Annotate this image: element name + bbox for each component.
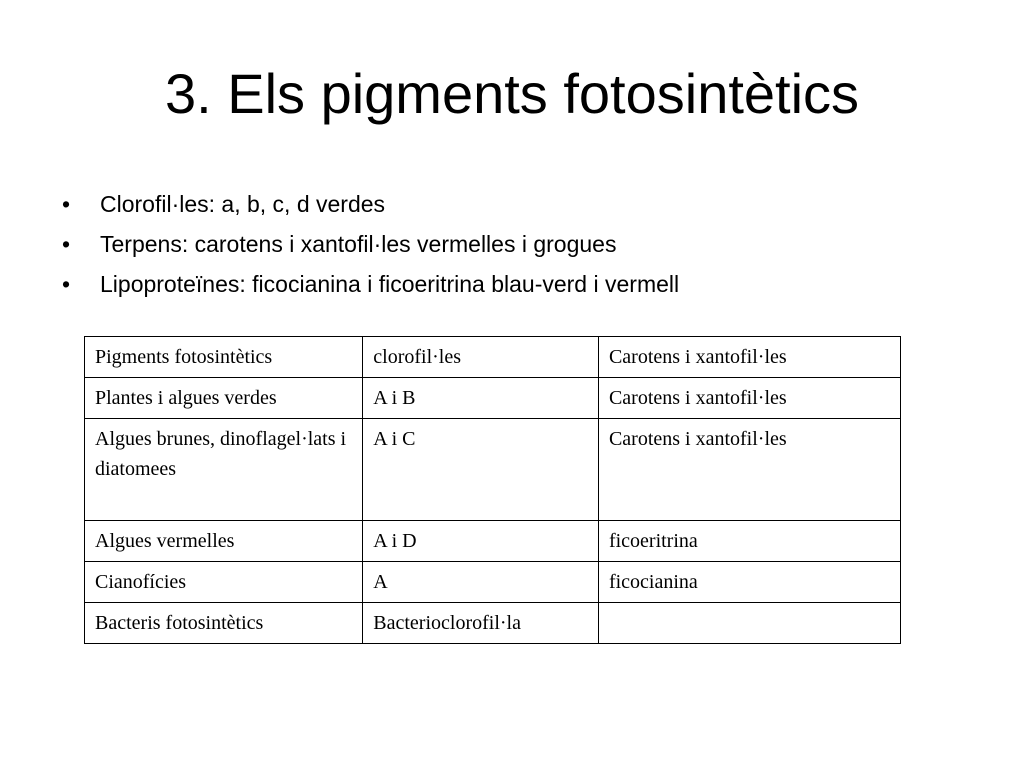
table-cell: Bacterioclorofil·la	[363, 603, 599, 644]
table-cell: Plantes i algues verdes	[85, 378, 363, 419]
table-row	[85, 378, 901, 419]
bullet-item	[62, 264, 679, 304]
table-cell: A i C	[363, 419, 599, 521]
table-cell: clorofil·les	[363, 337, 599, 378]
bullet-marker: •	[62, 191, 71, 217]
bullet-item	[62, 224, 679, 264]
table-cell: Carotens i xantofil·les	[598, 378, 900, 419]
table-cell: Algues vermelles	[85, 521, 363, 562]
table-cell: Pigments fotosintètics	[85, 337, 363, 378]
table-cell: Carotens i xantofil·les	[598, 419, 900, 521]
bullet-marker: •	[62, 271, 71, 297]
table-cell: Carotens i xantofil·les	[598, 337, 900, 378]
bullet-marker: •	[62, 231, 71, 257]
bullet-text: Lipoproteïnes: ficocianina i ficoeritrina blau-verd i vermell	[100, 271, 680, 297]
table-row	[85, 562, 901, 603]
table-row	[85, 337, 901, 378]
table-row	[85, 603, 901, 644]
table-cell: Cianofícies	[85, 562, 363, 603]
table-cell: Bacteris fotosintètics	[85, 603, 363, 644]
bullet-item	[62, 184, 679, 224]
table-cell	[598, 603, 900, 644]
bullet-text: Clorofil·les: a, b, c, d verdes	[100, 191, 386, 217]
bullet-text: Terpens: carotens i xantofil·les vermelles i grogues	[100, 231, 617, 257]
bullet-list	[62, 184, 679, 304]
table-row	[85, 521, 901, 562]
table-cell: Algues brunes, dinoflagel·lats i diatomees	[85, 419, 363, 521]
table-cell: A i D	[363, 521, 599, 562]
table-cell: A i B	[363, 378, 599, 419]
table-row	[85, 419, 901, 521]
pigment-table	[84, 336, 901, 644]
table-cell: ficocianina	[598, 562, 900, 603]
slide-title: 3. Els pigments fotosintètics	[164, 62, 860, 125]
table-cell: A	[363, 562, 599, 603]
table-cell: ficoeritrina	[598, 521, 900, 562]
